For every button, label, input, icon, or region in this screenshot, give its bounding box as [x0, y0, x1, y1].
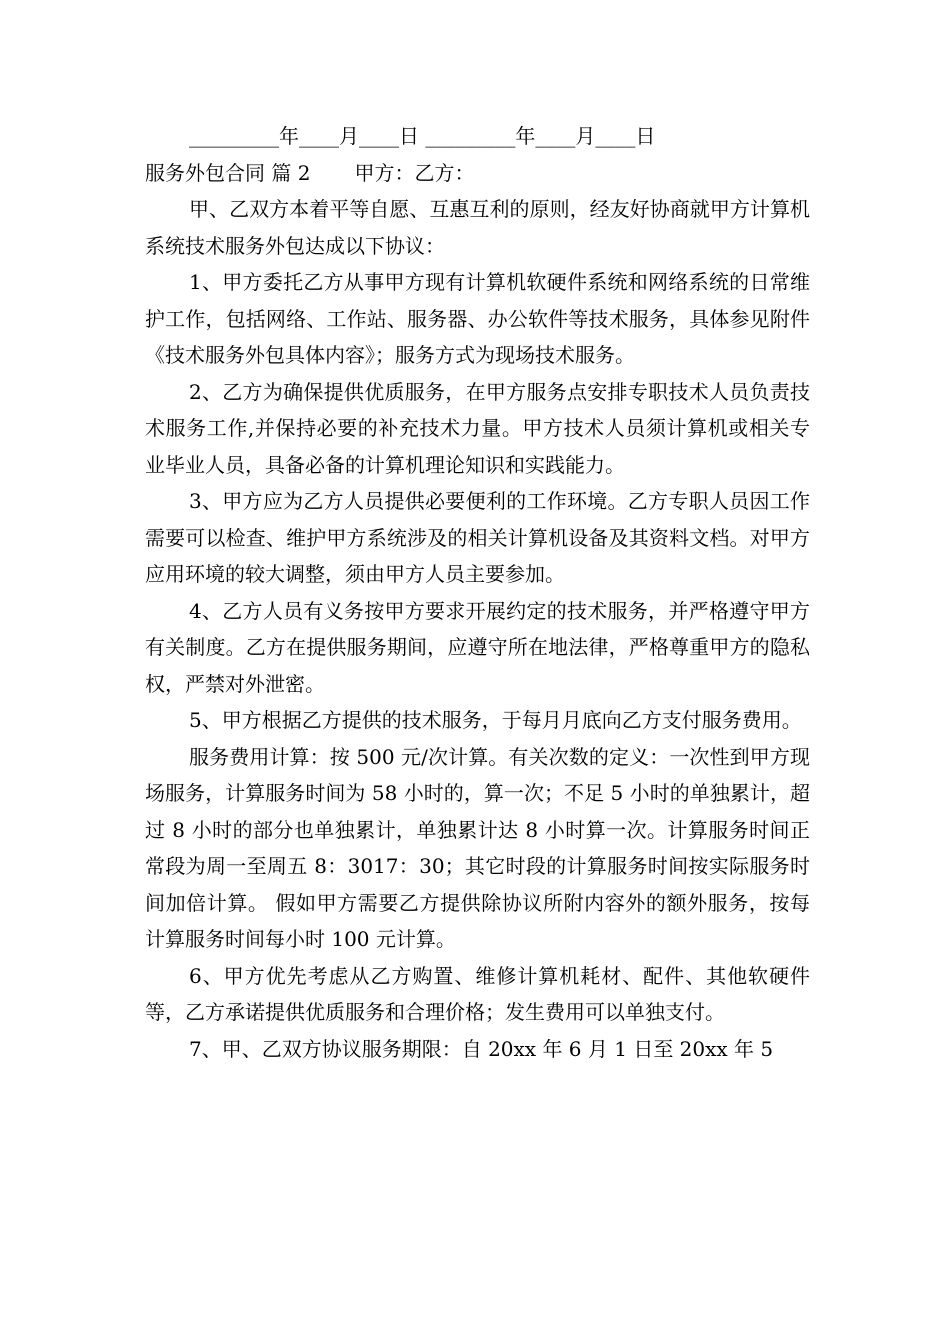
document-body: [145, 118, 810, 1067]
clause-2: 2、乙方为确保提供优质服务，在甲方服务点安排专职技术人员负责技术服务工作,并保持必要的补充技术力量。甲方技术人员须计算机或相关专业毕业人员，具备必备的计算机理论知识和实践能力。: [145, 379, 810, 477]
fee-calculation: 服务费用计算：按 500 元/次计算。有关次数的定义：一次性到甲方现场服务，计算服务时间为 58 小时的，算一次；不足 5 小时的单独累计，超过 8 小时的部分也单独累计，单独累计达 8 小时算一次。计算服务时间正常段为周一至周五 8：3017：30；其它时段的计算服务时间按实际服务时间加倍计算。 假如甲方需要乙方提供除协议所附内容外的额外服务，按每计算服务时间每小时 100 元计算。: [145, 744, 810, 951]
contract-title: 服务外包合同 篇 2: [145, 160, 311, 185]
signature-date-line: _________年____月____日 _________年____月____日: [189, 124, 656, 148]
clause-6: 6、甲方优先考虑从乙方购置、维修计算机耗材、配件、其他软硬件等，乙方承诺提供优质服务和合理价格；发生费用可以单独支付。: [145, 963, 810, 1024]
contract-heading: [145, 155, 810, 192]
clause-3: 3、甲方应为乙方人员提供必要便利的工作环境。乙方专职人员因工作需要可以检查、维护甲方系统涉及的相关计算机设备及其资料文档。对甲方应用环境的较大调整，须由甲方人员主要参加。: [145, 489, 810, 586]
intro-paragraph: 甲、乙双方本着平等自愿、互惠互利的原则，经友好协商就甲方计算机系统技术服务外包达成以下协议：: [145, 197, 810, 258]
party-b-label: 乙方：: [414, 160, 475, 185]
party-a-label: 甲方：: [354, 160, 415, 185]
clause-1: 1、甲方委托乙方从事甲方现有计算机软硬件系统和网络系统的日常维护工作，包括网络、工作站、服务器、办公软件等技术服务，具体参见附件《技术服务外包具体内容》；服务方式为现场技术服务。: [145, 270, 810, 367]
clause-5: 5、甲方根据乙方提供的技术服务，于每月月底向乙方支付服务费用。: [189, 708, 802, 732]
clause-4: 4、乙方人员有义务按甲方要求开展约定的技术服务，并严格遵守甲方有关制度。乙方在提供服务期间，应遵守所在地法律，严格尊重甲方的隐私权，严禁对外泄密。: [145, 598, 810, 696]
clause-7: 7、甲、乙双方协议服务期限：自 20xx 年 6 月 1 日至 20xx 年 5: [189, 1036, 774, 1061]
